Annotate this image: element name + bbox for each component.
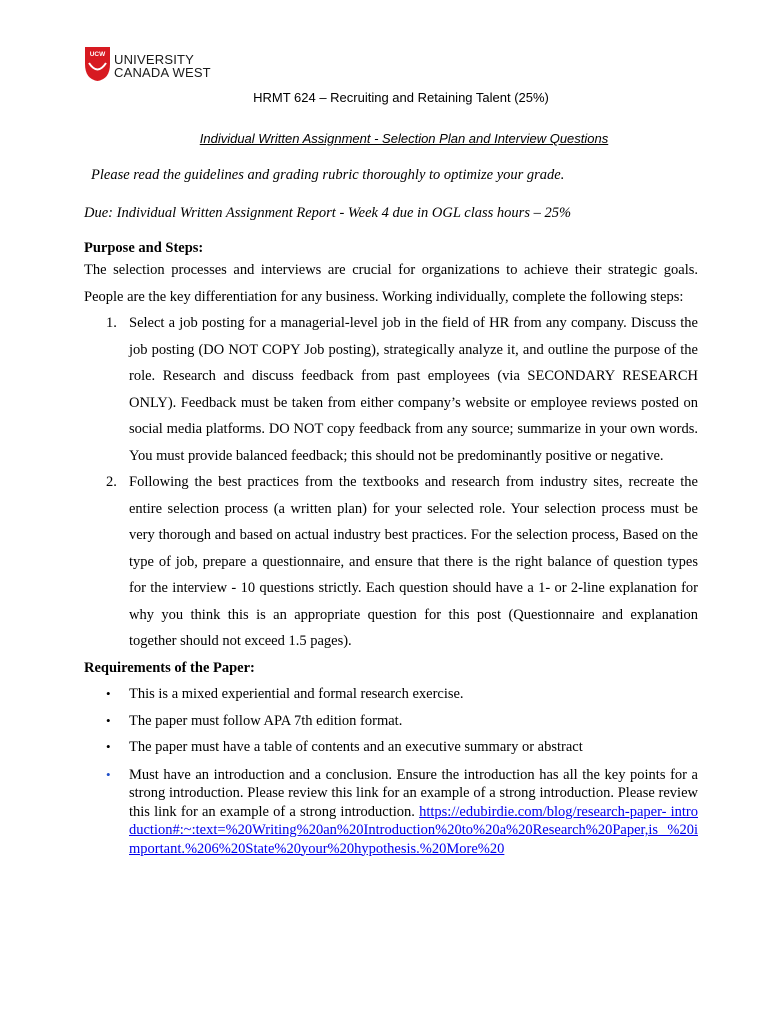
- step-number: 1.: [106, 315, 117, 331]
- document-subtitle-text: Individual Written Assignment - Selection Plan and Interview Questions: [199, 131, 609, 146]
- purpose-heading: Purpose and Steps:: [84, 240, 204, 256]
- due-note: Due: Individual Written Assignment Report - Week 4 due in OGL class hours – 25%: [84, 205, 572, 221]
- requirement-text: This is a mixed experiential and formal research exercise.: [129, 686, 464, 702]
- document-subtitle: [0, 131, 768, 146]
- logo-wordmark: [114, 53, 211, 79]
- requirements-heading: Requirements of the Paper:: [84, 659, 255, 676]
- step-text: Following the best practices from the textbooks and research from industry sites, recreate the entire selection process (a written plan) for your selected role. Your selection process must be very thorough and based on actual industry best practices. For the selection process, Based on the type of job, prepare a questionnaire, and ensure that there is the right balance of question types for the interview - 10 questions strictly. Each question should have a 1- or 2-line explanation for why you think this is an appropriate question for this post (Questionnaire and explanation together should not exceed 1.5 pages).: [129, 474, 698, 649]
- requirement-item: [84, 681, 698, 708]
- step-item: [84, 469, 698, 655]
- purpose-section: [84, 240, 698, 858]
- bullet: •: [106, 739, 111, 754]
- logo-badge-text: UCW: [89, 51, 106, 58]
- document-title-text: HRMT 624 – Recruiting and Retaining Talent (25%): [253, 90, 549, 105]
- bullet: •: [106, 686, 111, 701]
- ucw-logo: [84, 46, 224, 86]
- requirement-text: The paper must have a table of contents and an executive summary or abstract: [129, 739, 583, 755]
- logo-line-2: CANADA WEST: [114, 65, 211, 80]
- step-number: 2.: [106, 474, 117, 490]
- requirement-text: The paper must follow APA 7th edition format.: [129, 712, 403, 729]
- introduction-example-link[interactable]: https://edubirdie.com/blog/research-paper- introduction#:~:text=%20Writing%20an%20Introduction%20to%20a%20Research%20Paper,is %20important.%206%20State%20your%20hypothesis.%20More%20: [129, 803, 699, 857]
- document-title: [0, 90, 768, 105]
- bullet: •: [106, 712, 111, 728]
- requirement-text: Must have an introduction and a conclusion. Ensure the introduction has all the key points for a strong introduction. Please review this link for an example of a strong introduction. Please review this link for an example of a strong introduction.: [129, 766, 698, 820]
- step-item: [84, 310, 698, 469]
- steps-list: [84, 310, 698, 655]
- step-text: Select a job posting for a managerial-level job in the field of HR from any company. Discuss the job posting (DO NOT COPY Job posting), strategically analyze it, and outline the purpose of the role. Research and discuss feedback from past employees (via SECONDARY RESEARCH ONLY). Feedback must be taken from either company’s website or employee reviews posted on social media platforms. DO NOT copy feedback from any source; summarize in your own words. You must provide balanced feedback; this should not be predominantly positive or negative.: [129, 315, 698, 464]
- bullet: •: [106, 766, 111, 782]
- guideline-note: Please read the guidelines and grading rubric thoroughly to optimize your grade.: [91, 167, 565, 183]
- requirement-item: [84, 708, 698, 735]
- requirement-item-introduction: [84, 766, 698, 859]
- ucw-logo-icon: [84, 46, 111, 82]
- requirements-list: [84, 681, 698, 761]
- requirement-item: [84, 734, 698, 761]
- purpose-intro: The selection processes and interviews are crucial for organizations to achieve their strategic goals. People are the key differentiation for any business. Working individually, complete the following steps:: [84, 262, 698, 305]
- logo-line-1: UNIVERSITY: [114, 52, 195, 67]
